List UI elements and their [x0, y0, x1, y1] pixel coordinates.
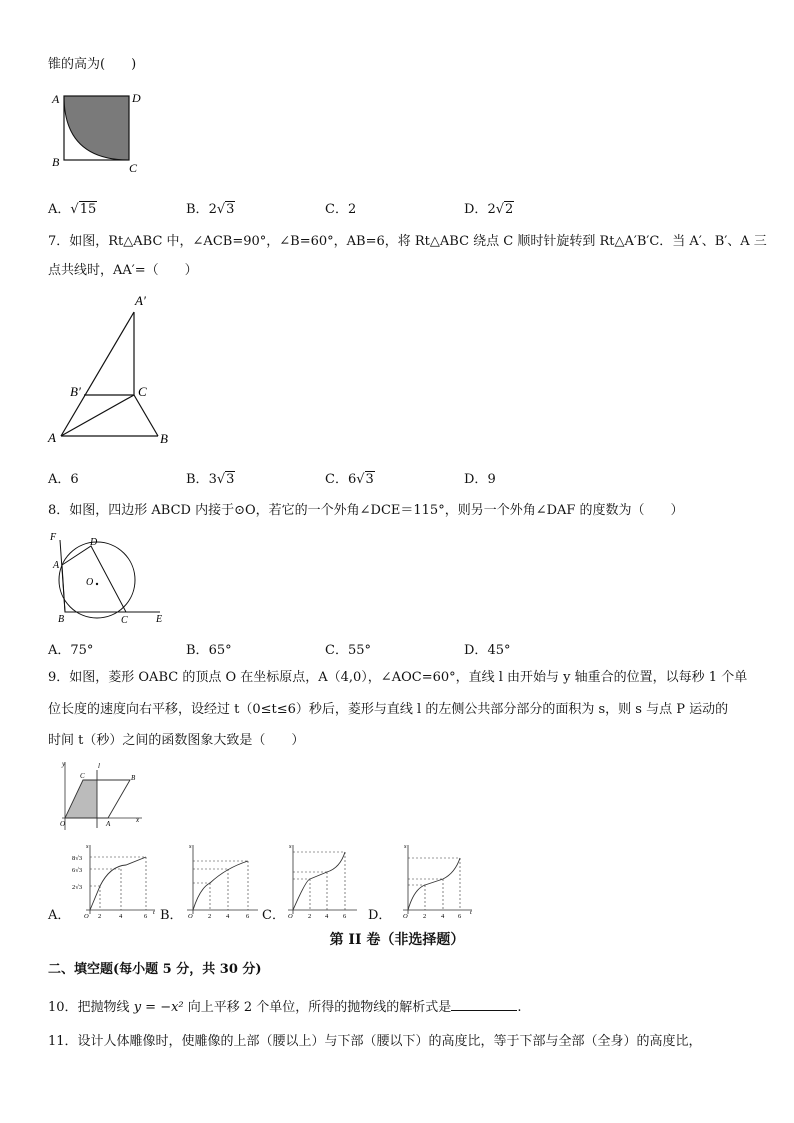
q8-label-o: O [86, 577, 94, 588]
q9-option-a[interactable]: A． [48, 908, 71, 923]
q6-tail: 锥的高为( ) [48, 57, 137, 72]
q7-label-bp: B′ [70, 384, 81, 399]
q6-option-c[interactable]: C．2 [325, 202, 357, 217]
svg-text:4: 4 [119, 913, 123, 920]
q9-option-d[interactable]: D． [368, 908, 392, 923]
q10-formula: y = −x² [133, 1000, 188, 1015]
q8-option-c[interactable]: C．55° [325, 643, 371, 658]
q7-line1: 7．如图，Rt△ABC 中，∠ACB=90°，∠B=60°，AB=6，将 Rt△ABC 绕点 C 顺时针旋转到 Rt△A′B′C．当 A′、B′、A 三 [48, 234, 767, 249]
svg-text:l: l [98, 762, 100, 770]
q8-label-b: B [58, 614, 65, 625]
svg-text:2: 2 [208, 913, 212, 920]
q8-line1: 8．如图，四边形 ABCD 内接于⊙O，若它的一个外角∠DCE＝115°，则另一个外角∠DAF 的度数为（ ） [48, 503, 684, 518]
q7-option-b[interactable]: B．3√3 [186, 472, 235, 487]
q7-option-c[interactable]: C．6√3 [325, 472, 374, 487]
svg-text:6: 6 [458, 913, 462, 920]
q10-line: 10．把抛物线 y = −x² 向上平移 2 个单位，所得的抛物线的解析式是 . [48, 1000, 522, 1015]
svg-text:6√3: 6√3 [72, 867, 83, 874]
q10-answer-blank[interactable] [451, 998, 517, 1011]
svg-text:s: s [189, 843, 192, 850]
svg-text:y: y [62, 760, 66, 768]
q7-label-a: A [48, 430, 56, 445]
q8-option-d[interactable]: D．45° [464, 643, 511, 658]
q8-option-a[interactable]: A．75° [48, 643, 94, 658]
svg-text:O: O [60, 820, 66, 828]
svg-text:O: O [84, 913, 89, 920]
q8-label-f: F [50, 532, 57, 543]
svg-text:4: 4 [325, 913, 329, 920]
svg-text:2√3: 2√3 [72, 884, 83, 891]
q9-line3: 时间 t（秒）之间的函数图象大致是（ ） [48, 733, 305, 748]
svg-text:C: C [80, 772, 85, 780]
svg-text:B: B [131, 774, 136, 782]
q7-line2: 点共线时，AA′=（ ） [48, 263, 198, 278]
q6-option-b[interactable]: B．2√3 [186, 202, 235, 217]
q6-label-b: B [52, 155, 60, 169]
svg-text:s: s [289, 843, 292, 850]
q9-line2: 位长度的速度向右平移，设经过 t（0≤t≤6）秒后，菱形与直线 l 的左侧公共部分部分的面积为 s，则 s 与点 P 运动的 [48, 702, 729, 717]
q8-option-b[interactable]: B．65° [186, 643, 232, 658]
svg-text:t: t [153, 909, 155, 916]
svg-text:2: 2 [98, 913, 102, 920]
q8-label-e: E [156, 614, 163, 625]
svg-text:s: s [404, 843, 407, 850]
svg-text:x: x [136, 816, 140, 824]
section-title: 第 II 卷（非选择题） [329, 932, 465, 948]
svg-text:2: 2 [423, 913, 427, 920]
svg-text:2: 2 [308, 913, 312, 920]
q8-label-c: C [121, 615, 128, 626]
q6-label-c: C [129, 161, 138, 175]
q6-label-d: D [132, 91, 141, 105]
svg-text:4: 4 [441, 913, 445, 920]
q8-label-a: A [53, 560, 60, 571]
q9-option-c[interactable]: C． [262, 908, 285, 923]
svg-text:8√3: 8√3 [72, 855, 83, 862]
section-part2-heading: 二、填空题(每小题 5 分，共 30 分) [48, 962, 262, 977]
q6-label-a: A [52, 92, 60, 106]
svg-text:6: 6 [144, 913, 148, 920]
svg-text:O: O [403, 913, 408, 920]
q7-label-c: C [138, 384, 147, 399]
svg-text:t: t [470, 909, 472, 916]
q6-option-d[interactable]: D．2√2 [464, 202, 514, 217]
q9-line1: 9．如图，菱形 OABC 的顶点 O 在坐标原点，A（4,0），∠AOC=60°，直线 l 由开始与 y 轴重合的位置，以每秒 1 个单 [48, 670, 748, 685]
q9-option-b[interactable]: B． [160, 908, 183, 923]
q7-label-b: B [160, 431, 168, 446]
svg-text:4: 4 [226, 913, 230, 920]
q7-label-ap: A′ [135, 293, 146, 308]
q7-option-a[interactable]: A．6 [48, 472, 79, 487]
q7-option-d[interactable]: D．9 [464, 472, 496, 487]
svg-text:s: s [86, 843, 89, 850]
svg-text:A: A [106, 820, 111, 828]
svg-text:6: 6 [343, 913, 347, 920]
svg-text:6: 6 [246, 913, 250, 920]
q8-label-d: D [90, 537, 98, 548]
svg-text:O: O [288, 913, 293, 920]
q11-line1: 11．设计人体雕像时，使雕像的上部（腰以上）与下部（腰以下）的高度比，等于下部与全部（全身）的高度比， [48, 1034, 702, 1049]
svg-text:O: O [188, 913, 193, 920]
q6-option-a[interactable]: A．√15 [48, 202, 97, 217]
